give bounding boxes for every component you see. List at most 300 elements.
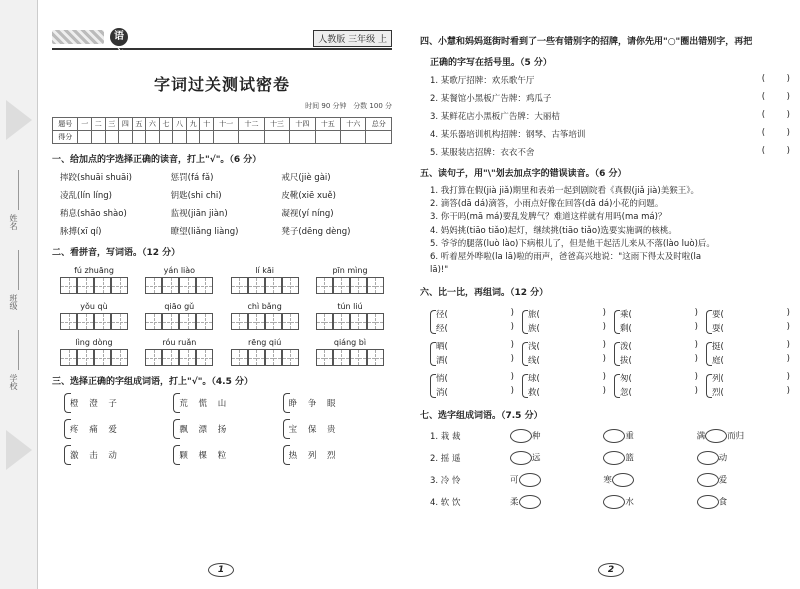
signboard-item — [420, 74, 790, 86]
compare-close: ) — [786, 340, 790, 351]
tianzige-boxes — [145, 277, 213, 294]
tianzige-cell[interactable] — [111, 313, 128, 330]
compare-group — [614, 340, 698, 368]
compare-char: 悄( — [436, 374, 448, 385]
char-choice[interactable]: 热 列 烈 — [283, 445, 363, 465]
score-cell[interactable] — [341, 131, 366, 144]
pronunciation-item[interactable]: 瞭望(liǎng liàng) — [170, 227, 239, 237]
tianzige-cell[interactable] — [282, 277, 299, 294]
answer-paren[interactable]: ( ) — [761, 74, 790, 84]
answer-oval[interactable] — [612, 473, 634, 487]
score-cell[interactable] — [366, 131, 392, 144]
section-4-title: 四、小慧和妈妈逛街时看到了一些有错别字的招牌，请你先用"○"圈出错别字，再把 — [420, 37, 753, 47]
section-3-title: 三、选择正确的字组成词语，打上"√"。（4.5 分） — [52, 377, 253, 387]
word-part: 柔 — [510, 497, 519, 508]
right-page — [420, 28, 790, 583]
answer-oval[interactable] — [510, 451, 532, 465]
word-part: 动 — [718, 453, 728, 464]
pinyin-text: róu ruǎn — [162, 338, 197, 347]
tianzige-cell[interactable] — [162, 313, 179, 330]
score-header-cell: 十三 — [264, 118, 289, 131]
compare-row[interactable] — [528, 386, 606, 400]
word-cell — [697, 473, 790, 487]
edition-label: 人教版 三年级 上 — [313, 30, 392, 47]
compare-row[interactable] — [620, 354, 698, 368]
compare-group — [706, 372, 790, 400]
tianzige-cell[interactable] — [179, 277, 196, 294]
answer-oval[interactable] — [603, 451, 625, 465]
pinyin-block — [316, 266, 384, 294]
pinyin-text: pīn mìng — [332, 266, 368, 275]
compare-row[interactable] — [436, 386, 514, 400]
word-cell — [603, 429, 696, 443]
sentence-line[interactable]: lā)!" — [430, 265, 449, 276]
binding-notch — [6, 430, 32, 470]
pinyin-row — [52, 338, 392, 366]
score-header-cell: 十五 — [315, 118, 340, 131]
tianzige-cell[interactable] — [350, 313, 367, 330]
compare-row[interactable] — [620, 340, 698, 354]
char-choice[interactable]: 荒 慌 山 — [173, 393, 253, 413]
compare-close: ) — [602, 308, 606, 319]
compare-row[interactable] — [436, 372, 514, 386]
binding-notch — [6, 100, 32, 140]
pinyin-text: fú zhuāng — [74, 266, 114, 275]
tianzige-cell[interactable] — [231, 277, 248, 294]
score-cell[interactable] — [146, 131, 160, 144]
answer-oval[interactable] — [519, 495, 541, 509]
tianzige-cell[interactable] — [282, 349, 299, 366]
score-value-row — [53, 131, 392, 144]
compare-char: 晒( — [436, 342, 448, 353]
score-cell[interactable] — [200, 131, 214, 144]
pinyin-block — [316, 302, 384, 330]
tianzige-cell[interactable] — [265, 277, 282, 294]
answer-oval[interactable] — [603, 429, 625, 443]
section-2-title: 二、看拼音，写词语。（12 分） — [52, 248, 181, 258]
score-cell[interactable] — [159, 131, 173, 144]
section-5-title: 五、读句子，用"\"划去加点字的错误读音。（6 分） — [420, 169, 627, 179]
char-choice[interactable]: 橙 澄 子 — [64, 393, 144, 413]
tianzige-cell[interactable] — [94, 313, 111, 330]
tianzige-cell[interactable] — [367, 313, 384, 330]
sentence-line[interactable]: 6. 听着屋外哗啦(la lā)啦的雨声，爸爸高兴地说："这雨下得太及时啦(la — [430, 251, 702, 262]
tianzige-cell[interactable] — [77, 277, 94, 294]
pinyin-block — [60, 338, 128, 366]
compare-char: 救( — [528, 388, 540, 399]
pinyin-text: yǒu qù — [80, 302, 108, 311]
score-header-cell: 九 — [186, 118, 200, 131]
compare-row[interactable] — [528, 354, 606, 368]
tianzige-cell[interactable] — [248, 349, 265, 366]
score-table — [52, 117, 392, 144]
tianzige-cell[interactable] — [94, 277, 111, 294]
compare-close: ) — [510, 308, 514, 319]
compare-char: 旅( — [528, 310, 540, 321]
compare-group — [430, 340, 514, 368]
tianzige-boxes — [60, 313, 128, 330]
char-choice[interactable]: 疼 痛 爱 — [64, 419, 144, 439]
tianzige-cell[interactable] — [179, 349, 196, 366]
tianzige-cell[interactable] — [248, 313, 265, 330]
compare-group — [430, 372, 514, 400]
tianzige-cell[interactable] — [333, 313, 350, 330]
choice-chars: 1. 栽 裁 — [430, 432, 461, 443]
score-header-cell: 十一 — [213, 118, 238, 131]
section-7-title: 七、选字组成词语。（7.5 分） — [420, 411, 543, 422]
compare-row[interactable] — [712, 354, 790, 368]
tianzige-cell[interactable] — [316, 313, 333, 330]
compare-row[interactable] — [712, 340, 790, 354]
word-part: 重 — [625, 431, 634, 442]
pronunciation-item[interactable]: 惩罚(fá fǎ) — [170, 173, 214, 183]
compare-row[interactable] — [528, 308, 606, 322]
word-cell — [603, 451, 696, 465]
tianzige-cell[interactable] — [282, 313, 299, 330]
compare-row[interactable] — [528, 372, 606, 386]
score-cell[interactable] — [315, 131, 340, 144]
answer-oval[interactable] — [510, 429, 532, 443]
compare-group — [522, 308, 606, 336]
section-5-body — [420, 185, 790, 277]
compare-char: 要( — [712, 310, 724, 321]
compare-char: 经( — [436, 324, 448, 335]
compare-char: 线( — [528, 356, 540, 367]
tianzige-cell[interactable] — [265, 313, 282, 330]
pinyin-text: tún liú — [337, 302, 363, 311]
compare-group — [614, 372, 698, 400]
answer-oval[interactable] — [697, 473, 719, 487]
char-choice[interactable]: 睁 争 眼 — [283, 393, 363, 413]
compare-close: ) — [786, 322, 790, 333]
sentence-line[interactable]: 5. 爷爷的腿落(luò lào)下病根儿了，但是他干起活儿来从不落(lào luò)后。 — [430, 238, 715, 249]
compare-char: 耍( — [712, 324, 724, 335]
compare-row[interactable] — [620, 372, 698, 386]
compare-close: ) — [510, 372, 514, 383]
page-number: 2 — [598, 563, 624, 577]
tianzige-boxes — [231, 277, 299, 294]
binding-line — [18, 250, 19, 290]
compare-close: ) — [510, 354, 514, 365]
word-cell — [697, 495, 790, 509]
word-choice-row — [420, 429, 790, 443]
score-cell[interactable] — [132, 131, 146, 144]
score-row-label: 得分 — [53, 131, 78, 144]
pinyin-text: lìng dòng — [75, 338, 113, 347]
signboard-text[interactable]: 2. 某餐馆小黑板广告牌：鸡瓜子 — [430, 94, 552, 104]
compare-close: ) — [694, 308, 698, 319]
word-cell — [603, 495, 696, 509]
compare-row[interactable] — [528, 322, 606, 336]
subject-badge: 语文 — [110, 28, 128, 46]
tianzige-cell[interactable] — [77, 313, 94, 330]
tianzige-cell[interactable] — [60, 313, 77, 330]
char-choice[interactable]: 激 击 动 — [64, 445, 144, 465]
char-choice[interactable]: 飘 漂 扬 — [173, 419, 253, 439]
pinyin-block — [145, 338, 213, 366]
tianzige-cell[interactable] — [179, 313, 196, 330]
compare-row[interactable] — [436, 354, 514, 368]
score-header-cell: 总分 — [366, 118, 392, 131]
score-cell[interactable] — [213, 131, 238, 144]
compare-row[interactable] — [620, 308, 698, 322]
compare-char: 忽( — [620, 388, 632, 399]
pinyin-block — [60, 302, 128, 330]
signboard-text[interactable]: 4. 某乐器培训机构招牌：钢琴、古筝培训 — [430, 130, 586, 140]
compare-close: ) — [694, 322, 698, 333]
pinyin-row — [52, 302, 392, 330]
tianzige-cell[interactable] — [196, 349, 213, 366]
tianzige-cell[interactable] — [162, 349, 179, 366]
tianzige-cell[interactable] — [350, 277, 367, 294]
signboard-text[interactable]: 5. 某服装店招牌：衣衣不舍 — [430, 148, 535, 158]
section-1-grid — [52, 171, 392, 237]
section-4-title-cont: 正确的字写在括号里。（5 分） — [430, 58, 552, 68]
pronunciation-item[interactable]: 凌乱(lín líng) — [60, 191, 112, 201]
word-part: 满 — [696, 431, 706, 442]
page-number: 1 — [208, 563, 234, 577]
compare-close: ) — [694, 372, 698, 383]
compare-close: ) — [602, 386, 606, 397]
exam-meta — [52, 101, 392, 111]
score-cell[interactable] — [105, 131, 119, 144]
compare-char: 消( — [436, 388, 448, 399]
pronunciation-item[interactable]: 摔跤(shuāi shuāi) — [60, 173, 132, 183]
pinyin-text: lí kāi — [255, 266, 275, 275]
compare-close: ) — [602, 372, 606, 383]
word-part: 远 — [532, 453, 541, 464]
page-header — [52, 28, 392, 60]
tianzige-cell[interactable] — [350, 349, 367, 366]
compare-char: 族( — [528, 324, 540, 335]
score-cell[interactable] — [239, 131, 264, 144]
pinyin-block — [231, 266, 299, 294]
score-header-cell: 十 — [200, 118, 214, 131]
choice-chars: 4. 软 饮 — [430, 498, 461, 509]
compare-close: ) — [694, 386, 698, 397]
sentence-line[interactable]: 2. 滴答(dā dá)滴答，小雨点好像在回答(dā dá)小花的问题。 — [430, 199, 664, 210]
tianzige-cell[interactable] — [111, 349, 128, 366]
choice-chars: 2. 摇 遥 — [430, 454, 461, 465]
score-cell[interactable] — [91, 131, 105, 144]
compare-close: ) — [602, 340, 606, 351]
sentence-line[interactable]: 4. 妈妈挑(tiāo tiǎo)起灯，继续挑(tiāo tiǎo)选要实施调的核桃。 — [430, 225, 677, 236]
answer-oval[interactable] — [603, 495, 625, 509]
pronunciation-item[interactable]: 稍息(shāo shào) — [60, 209, 127, 219]
score-header-cell: 八 — [173, 118, 187, 131]
compare-char: 庭( — [712, 356, 724, 367]
word-cell — [510, 495, 603, 509]
section-7-area — [420, 429, 790, 509]
signboard-item — [420, 128, 790, 140]
tianzige-cell[interactable] — [196, 277, 213, 294]
binding-line — [18, 330, 19, 370]
tianzige-boxes — [231, 313, 299, 330]
tianzige-cell[interactable] — [111, 277, 128, 294]
sentence-line[interactable]: 3. 你干吗(mā má)要乱发脾气？难道这样就有用吗(ma má)？ — [430, 212, 667, 223]
tianzige-cell[interactable] — [316, 349, 333, 366]
tianzige-boxes — [316, 277, 384, 294]
pinyin-text: chì bǎng — [247, 302, 282, 311]
compare-char: 列( — [712, 374, 724, 385]
compare-group — [522, 340, 606, 368]
pronunciation-item[interactable]: 监视(jiān jiàn) — [170, 209, 228, 219]
word-part: 而归 — [727, 431, 745, 442]
pronunciation-item[interactable]: 凳子(dēng dèng) — [281, 227, 351, 237]
pinyin-text: qiáng bì — [333, 338, 367, 347]
compare-char: 球( — [528, 374, 540, 385]
answer-paren[interactable]: ( ) — [761, 92, 790, 102]
pronunciation-item[interactable]: 戒尺(jiè gài) — [281, 173, 331, 183]
tianzige-cell[interactable] — [231, 313, 248, 330]
pinyin-block — [145, 302, 213, 330]
compare-row[interactable] — [620, 386, 698, 400]
answer-oval[interactable] — [697, 451, 719, 465]
tianzige-cell[interactable] — [248, 277, 265, 294]
compare-close: ) — [602, 354, 606, 365]
score-cell[interactable] — [119, 131, 133, 144]
answer-oval[interactable] — [705, 429, 727, 443]
compare-row[interactable] — [712, 386, 790, 400]
compare-close: ) — [786, 372, 790, 383]
pronunciation-item[interactable]: 皮靴(xiē xuě) — [281, 191, 336, 201]
pinyin-row — [52, 266, 392, 294]
compare-close: ) — [786, 354, 790, 365]
score-header-row — [53, 118, 392, 131]
compare-row[interactable] — [712, 308, 790, 322]
pronunciation-item[interactable]: 脉搏(xī qí) — [60, 227, 102, 237]
page-title: 字词过关测试密卷 — [153, 75, 290, 94]
compare-char: 洒( — [436, 356, 448, 367]
score-header-cell: 十二 — [239, 118, 264, 131]
binding-strip — [0, 0, 38, 589]
compare-group — [614, 308, 698, 336]
compare-group — [706, 340, 790, 368]
tianzige-cell[interactable] — [60, 349, 77, 366]
compare-row[interactable] — [436, 322, 514, 336]
section-6-title: 六、比一比，再组词。（12 分） — [420, 288, 549, 299]
pinyin-block — [145, 266, 213, 294]
score-header-cell: 题号 — [53, 118, 78, 131]
left-page — [52, 28, 392, 583]
time-label: 时间 90 分钟 — [305, 102, 347, 110]
compare-group — [522, 372, 606, 400]
sentence-line[interactable]: 1. 我打算在假(jià jiǎ)期里和表弟一起到剧院看《真假(jiǎ jià)美猴王》。 — [430, 186, 699, 196]
score-header-cell: 七 — [159, 118, 173, 131]
pinyin-block — [231, 338, 299, 366]
choice-chars: 3. 冷 怜 — [430, 476, 461, 487]
tianzige-boxes — [316, 349, 384, 366]
score-header-cell: 十四 — [290, 118, 315, 131]
tianzige-boxes — [60, 349, 128, 366]
compare-char: 匆( — [620, 374, 632, 385]
signboard-item — [420, 110, 790, 122]
pronunciation-item[interactable]: 凝视(yí níng) — [281, 209, 334, 219]
tianzige-cell[interactable] — [367, 277, 384, 294]
compare-row[interactable] — [712, 322, 790, 336]
compare-close: ) — [786, 308, 790, 319]
pinyin-block — [231, 302, 299, 330]
score-cell[interactable] — [186, 131, 200, 144]
tianzige-cell[interactable] — [333, 349, 350, 366]
answer-oval[interactable] — [519, 473, 541, 487]
compare-char: 烈( — [712, 388, 724, 399]
score-label: 分数 100 分 — [353, 102, 392, 110]
answer-paren[interactable]: ( ) — [761, 146, 790, 156]
pinyin-text: qiāo gǔ — [164, 302, 195, 311]
word-part: 食 — [718, 497, 728, 508]
pronunciation-item[interactable]: 钥匙(shi chi) — [170, 191, 222, 201]
tianzige-boxes — [316, 313, 384, 330]
signboard-item — [420, 146, 790, 158]
score-header-cell: 二 — [91, 118, 105, 131]
word-choice-row — [420, 451, 790, 465]
score-cell[interactable] — [264, 131, 289, 144]
score-cell[interactable] — [173, 131, 187, 144]
compare-close: ) — [602, 322, 606, 333]
score-cell[interactable] — [290, 131, 315, 144]
compare-close: ) — [510, 322, 514, 333]
word-cell — [603, 473, 696, 487]
signboard-text[interactable]: 1. 某歌厅招牌：欢乐歌午厅 — [430, 76, 535, 86]
pinyin-text: yán liào — [163, 266, 196, 275]
compare-close: ) — [510, 386, 514, 397]
tianzige-cell[interactable] — [94, 349, 111, 366]
tianzige-boxes — [145, 313, 213, 330]
score-header-cell: 十六 — [341, 118, 366, 131]
tianzige-cell[interactable] — [196, 313, 213, 330]
tianzige-cell[interactable] — [60, 277, 77, 294]
compare-close: ) — [694, 340, 698, 351]
binding-label-school: 学校 — [9, 374, 18, 390]
compare-char: 挺( — [712, 342, 724, 353]
compare-row[interactable] — [436, 308, 514, 322]
compare-group — [430, 308, 514, 336]
tianzige-cell[interactable] — [145, 349, 162, 366]
word-choice-row — [420, 495, 790, 509]
word-part: 种 — [532, 431, 541, 442]
score-header-cell: 五 — [132, 118, 146, 131]
tianzige-cell[interactable] — [333, 277, 350, 294]
tianzige-cell[interactable] — [231, 349, 248, 366]
answer-paren[interactable]: ( ) — [761, 110, 790, 120]
compare-row[interactable] — [436, 340, 514, 354]
signboard-text[interactable]: 3. 某鲜花店小黑板广告牌：大丽桔 — [430, 112, 560, 122]
compare-grid — [420, 304, 790, 400]
score-header-cell: 六 — [146, 118, 160, 131]
word-part: 水 — [625, 497, 634, 508]
tianzige-boxes — [231, 349, 299, 366]
score-cell[interactable] — [78, 131, 92, 144]
answer-oval[interactable] — [697, 495, 719, 509]
binding-line — [18, 170, 19, 210]
brand-logo — [52, 30, 104, 44]
compare-close: ) — [694, 354, 698, 365]
tianzige-cell[interactable] — [145, 277, 162, 294]
tianzige-cell[interactable] — [316, 277, 333, 294]
char-choice[interactable]: 颗 棵 粒 — [173, 445, 253, 465]
tianzige-cell[interactable] — [162, 277, 179, 294]
compare-row[interactable] — [620, 322, 698, 336]
compare-row[interactable] — [528, 340, 606, 354]
compare-row[interactable] — [712, 372, 790, 386]
tianzige-cell[interactable] — [77, 349, 94, 366]
tianzige-cell[interactable] — [145, 313, 162, 330]
tianzige-cell[interactable] — [367, 349, 384, 366]
answer-paren[interactable]: ( ) — [761, 128, 790, 138]
char-choice[interactable]: 宝 保 贵 — [283, 419, 363, 439]
tianzige-cell[interactable] — [265, 349, 282, 366]
